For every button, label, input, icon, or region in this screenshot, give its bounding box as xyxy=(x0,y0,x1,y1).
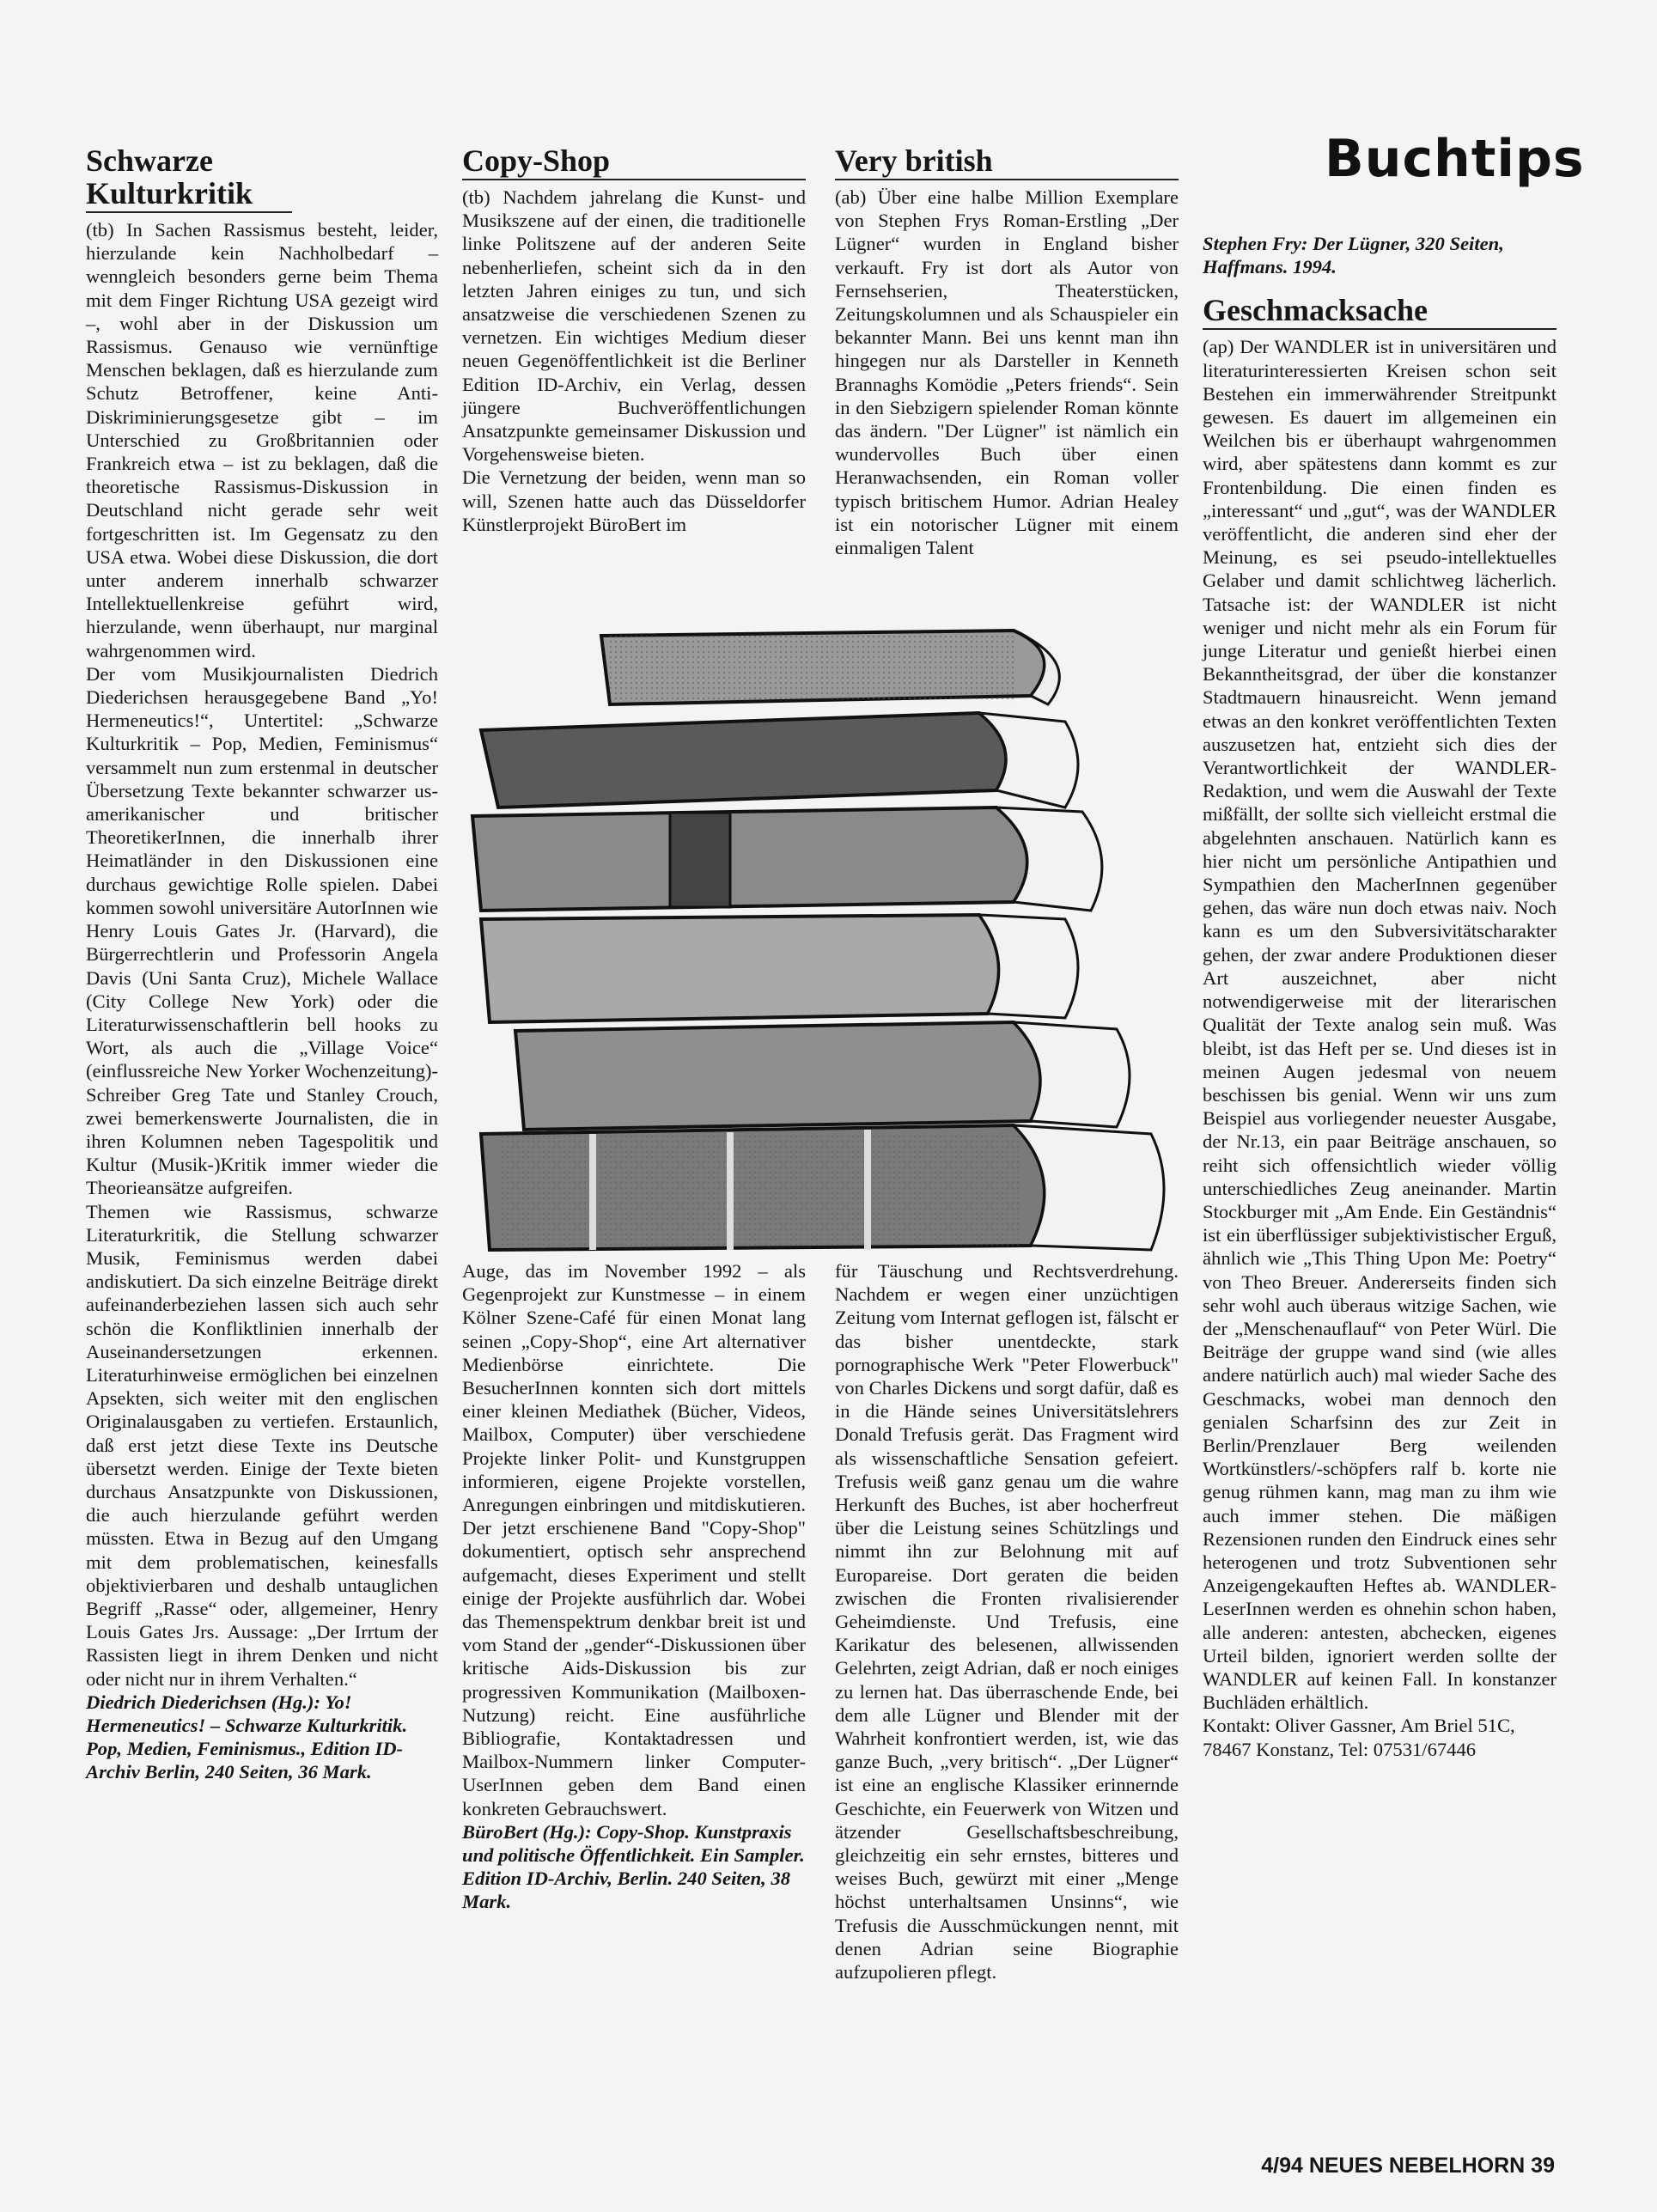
article-title: Very british xyxy=(835,144,1179,180)
article-title: Schwarze Kulturkritik xyxy=(86,144,292,213)
article-paragraph: Themen wie Rassismus, schwarze Literaturkritik, die Stellung schwarzer Musik, Feminismus werden dabei andiskutiert. Da sich einzelne Beiträge direkt aufeinanderbeziehen lassen sich auch sehr schön die Konfliktlinien innerhalb der Auseinandersetzungen erkennen. Literaturhinweise ermöglichen bei einzelnen Apsekten, sich weiter mit den englischen Originalausgaben zu vertiefen. Erstaunlich, daß erst jetzt diese Texte ins Deutsche übersetzt werden. Einige der Texte bieten durchaus Ansatzpunkte von Diskussionen, die auch hierzulande geführt werden müssten. Etwa in Bezug auf den Umgang mit dem problematischen, keinesfalls objektivierbaren und deshalb untauglichen Begriff „Rasse“ oder, allgemeiner, Henry Louis Gates Jrs. Aussage: „Der Irrtum der Rassisten liegt in ihrem Denken und nicht oder nicht nur in ihrem Verhalten.“ xyxy=(86,1200,438,1690)
article-title: Geschmacksache xyxy=(1203,294,1556,330)
book-reference: Stephen Fry: Der Lügner, 320 Seiten, Haffmans. 1994. xyxy=(1203,233,1504,278)
article-paragraph: Auge, das im November 1992 – als Gegenprojekt zur Kunstmesse – in einem Kölner Szene-Café für einen Monat lang seinen „Copy-Shop“, eine Art alternativer Medienbörse einrichtete. Die BesucherInnen konnten sich dort mittels einer kleinen Mediathek (Bücher, Videos, Mailbox, Computer) über verschiedene Projekte linker Polit- und Kunstgruppen informieren, eigene Projekte vorstellen, Anregungen einbringen und mitdiskutieren. Der jetzt erschienene Band "Copy-Shop" dokumentiert, optisch sehr ansprechend aufgemacht, dieses Experiment und stellt einige der Projekte ausführlich dar. Wobei das Themenspektrum denkbar breit ist und vom Stand der „gender“-Diskussionen über kritische Aids-Diskussion bis zur progressiven Kommunikation (Mailboxen-Nutzung) reicht. Eine ausführliche Bibliografie, Kontaktadressen und Mailbox-Nummern linker Computer-UserInnen geben dem Band einen konkreten Gebrauchswert. xyxy=(462,1260,806,1819)
article-title: Copy-Shop xyxy=(462,144,806,180)
article-paragraph: Die Vernetzung der beiden, wenn man so will, Szenen hatte auch das Düsseldorfer Künstlerprojekt BüroBert im xyxy=(462,466,806,535)
article-copyshop xyxy=(462,144,806,536)
article-paragraph: (ab) Über eine halbe Million Exemplare von Stephen Frys Roman-Erstling „Der Lügner“ wurden in England bisher verkauft. Fry ist dort als Autor von Fernsehserien, Theaterstücken, Zeitungskolumnen und als Schauspieler ein bekannter Mann. Bei uns kennt man ihn hingegen nur als Darsteller in Kenneth Brannaghs Komödie „Peters friends“. Sein in den Siebzigern spielender Roman könnte das ändern. "Der Lügner" ist nämlich ein wundervolles Buch über einen Heranwachsenden, ein Roman voller typisch britischem Humor. Adrian Healey ist ein notorischer Lügner mit einem einmaligen Talent xyxy=(835,186,1179,559)
article-kulturkritik xyxy=(86,144,438,1784)
contact-info: Kontakt: Oliver Gassner, Am Briel 51C, 78467 Konstanz, Tel: 07531/67446 xyxy=(1203,1715,1515,1760)
article-paragraph: für Täuschung und Rechtsverdrehung. Nachdem er wegen einer unzüchtigen Zeitung vom Internat geflogen ist, fälscht er das bisher unentdeckte, stark pornographische Werk "Peter Flowerbuck" von Charles Dickens und sorgt dafür, daß es in die Hände seines Universitätslehrers Donald Trefusis gerät. Das Fragment wird als wissenschaftliche Sensation gefeiert. Trefusis weiß ganz genau um die wahre Herkunft des Buches, ist aber hocherfreut über die Leistung seines Schützlings und nimmt ihn zur Belohnung mit auf Europareise. Dort geraten die beiden zwischen die Fronten rivalisierender Geheimdienste. Und Trefusis, eine Karikatur des belesenen, allwissenden Gelehrten, zeigt Adrian, daß er noch einiges zu lernen hat. Das überraschende Ende, bei dem alle Lügner und Blender mit der Wahrheit konfrontiert werden, ist, wie das ganze Buch, „very britisch“. „Der Lügner“ ist eine an englische Klassiker erinnernde Geschichte, ein Feuerwerk von Witzen und ätzender Gesellschaftsbeschreibung, gleichzeitig ein sehr ernstes, bitteres und weises Buch, gewürzt mit einer „Menge höchst unterhaltsamen Unsinns“, wie Trefusis die Ausschmückungen nennt, mit denen Adrian seine Biographie aufzupolieren pflegt. xyxy=(835,1260,1179,1983)
article-british xyxy=(835,144,1179,559)
article-paragraph: Der vom Musikjournalisten Diedrich Diederichsen herausgegebene Band „Yo! Hermeneutics!“, Untertitel: „Schwarze Kulturkritik – Pop, Medien, Feminismus“ versammelt nun zum erstenmal in deutscher Übersetzung Texte bekannter schwarzer us-amerikanischer und britischer TheoretikerInnen, die innerhalb ihrer Heimatländer in den Diskussionen eine durchaus gewichtige Rolle spielen. Dabei kommen sowohl universitäre AutorInnen wie Henry Louis Gates Jr. (Harvard), die Bürgerrechtlerin und Professorin Angela Davis (Uni Santa Cruz), Michele Wallace (City College New York) oder die Literaturwissenschaftlerin bell hooks zu Wort, als auch die „Village Voice“ (einflussreiche New Yorker Wochenzeitung)-Schreiber Greg Tate und Stanley Crouch, zwei bemerkenswerte Journalisten, die in ihren Kolumnen neben Tagespolitik und Kultur (Musik-)Kritik immer wieder die Theorieansätze aufgreifen. xyxy=(86,662,438,1199)
page-footer: 4/94 NEUES NEBELHORN 39 xyxy=(1261,2154,1555,2178)
article-british-continued xyxy=(835,1259,1179,1983)
article-geschmack xyxy=(1203,232,1556,1761)
section-title: Buchtips xyxy=(1325,129,1585,189)
book-reference: BüroBert (Hg.): Copy-Shop. Kunstpraxis und politische Öffentlichkeit. Ein Sampler. Edition ID-Archiv, Berlin. 240 Seiten, 38 Mark. xyxy=(462,1820,805,1913)
book-stack-illustration xyxy=(464,619,1185,1254)
article-paragraph: (ap) Der WANDLER ist in universitären und literaturinteressierten Kreisen schon seit Bestehen ein immerwährender Streitpunkt gewesen. Es dauert im allgemeinen ein Weilchen bis er überhaupt wahrgenommen wird, aber spätestens dann kommt es zur Frontenbildung. Die einen finden es „interessant“ und „gut“, was der WANDLER veröffentlicht, die anderen sind eher der Meinung, es sei pseudo-intellektuelles Gelaber und damit schlichtweg lächerlich. Tatsache ist: der WANDLER ist nicht weniger und nicht mehr als ein Forum für junge Literatur und genießt hierbei einen Bekanntheitsgrad, der über die konstanzer Stadtmauern hinausreicht. Wenn jemand etwas an den konkret veröffentlichten Texten auszusetzen hat, entzieht sich dies der Verantwortlichkeit der WANDLER-Redaktion, und wem die Auswahl der Texte mißfällt, der sollte sich vielleicht erstmal die abgelehnten anschauen. Natürlich kann es hier nicht um persönliche Antipathien und Sympathien den MacherInnen gegenüber gehen, das wäre nun doch etwas naiv. Noch kann es um den Subversivitätscharakter gehen, der zwar andere Produktionen dieser Art auszeichnet, aber nicht notwendigerweise mit der literarischen Qualität der Texte analog sein muß. Was bleibt, ist das Heft per se. Und dieses ist in meinen Augen jedesmal von neuem beschissen bis genial. Wenn wir uns zum Beispiel aus vorliegender neuester Ausgabe, der Nr.13, ein paar Beiträge anschauen, so reiht sich offensichtlich wieder völlig unterschiedliches Zeug aneinander. Martin Stockburger mit „Am Ende. Ein Geständnis“ ist ein überflüssiger subjektivistischer Erguß, ähnlich wie „This Thing Upon Me: Poetry“ von Theo Breuer. Andererseits finden sich sehr wohl auch überaus witzige Sachen, wie der „Menschenauflauf“ von Peter Würl. Die Beiträge der gruppe wand sind (wie alles andere natürlich auch) mal wieder Sache des Geschmacks, wobei man dennoch den genialen Scharfsinn des zur Zeit in Berlin/Prenzlauer Berg weilenden Wortkünstlers/-schöpfers ralf b. korte nie genug rühmen kann, mag man zu ihm wie auch immer stehen. Die mäßigen Rezensionen runden den Eindruck eines sehr heterogenen und trotz Subventionen sehr Anzeigengekauften Heftes ab. WANDLER-LeserInnen werden es ohnehin schon haben, alle anderen: antesten, abchecken, eigenes Urteil bilden, ignoriert werden sollte der WANDLER auf keinen Fall. In konstanzer Buchläden erhältlich. xyxy=(1203,336,1556,1714)
article-copyshop-continued xyxy=(462,1259,806,1914)
article-paragraph: (tb) In Sachen Rassismus besteht, leider, hierzulande kein Nachholbedarf – wenngleich besonders gerne beim Thema mit dem Finger Richtung USA gezeigt wird –, wohl aber in der Diskussion um Rassismus. Genauso wie vernünftige Menschen beklagen, daß es hierzulande zum Schutz Betroffener, keine Anti-Diskriminierungsgesetze gibt – im Unterschied zu Großbritannien oder Frankreich etwa – ist zu beklagen, daß die theoretische Rassismus-Diskussion in Deutschland nicht gerade sehr weit fortgeschritten ist. Im Gegensatz zu den USA etwa. Wobei diese Diskussion, die dort unter anderem innerhalb schwarzer Intellektuellenkreise geführt wird, hierzulande, wenn überhaupt, nur marginal wahrgenommen wird. xyxy=(86,219,438,661)
article-paragraph: (tb) Nachdem jahrelang die Kunst- und Musikszene auf der einen, die traditionelle linke Politszene auf der anderen Seite nebenherliefen, scheint sich da in den letzten Jahren einiges zu tun, und sich ansatzweise die verschiedenen Szenen zu vernetzen. Ein wichtiges Medium dieser neuen Gegenöffentlichkeit ist die Berliner Edition ID-Archiv, ein Verlag, dessen jüngere Buchveröffentlichungen Ansatzpunkte gemeinsamer Diskussion und Vorgehensweise bieten. xyxy=(462,186,806,466)
book-reference: Diedrich Diederichsen (Hg.): Yo! Hermeneutics! – Schwarze Kulturkritik. Pop, Medien, Feminismus., Edition ID-Archiv Berlin, 240 Seiten, 36 Mark. xyxy=(86,1691,408,1783)
